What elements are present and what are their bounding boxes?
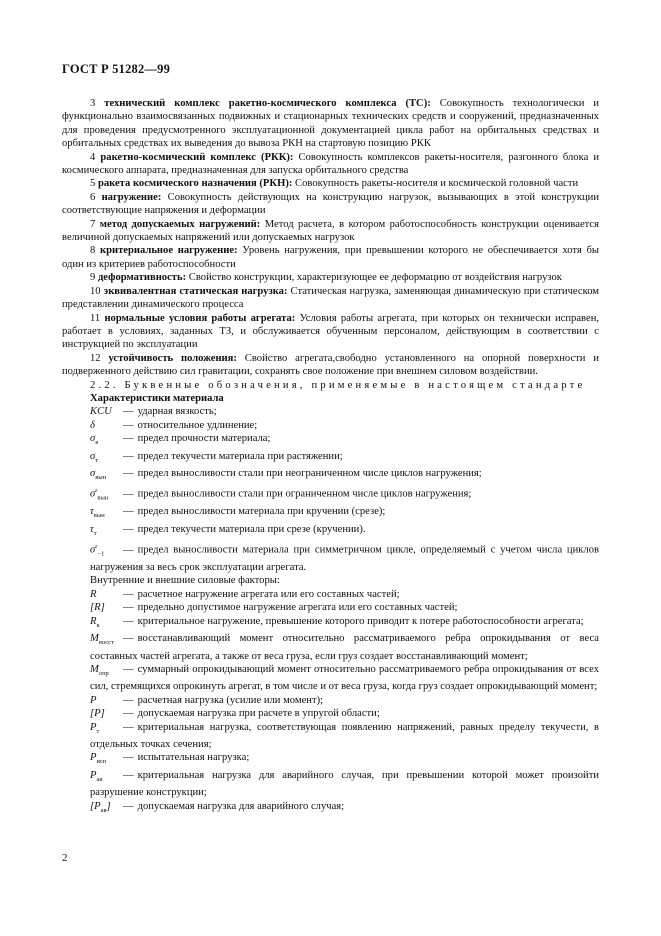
- symbol-definition: [62, 632, 599, 663]
- symbol-definition: [62, 663, 599, 694]
- term-definition: [62, 244, 599, 271]
- term-name: устойчивость положения:: [108, 352, 237, 364]
- force-symbols: [62, 588, 599, 817]
- definition-dash: —: [123, 488, 134, 500]
- symbol-description: допускаемая нагрузка для аварийного случая;: [137, 800, 345, 812]
- term-name: ракетно-космический комплекс (РКК):: [100, 151, 294, 163]
- symbol-definition: [62, 540, 599, 574]
- term-number: 5: [90, 178, 96, 190]
- symbol: [90, 751, 123, 768]
- symbol-letter: R: [90, 615, 97, 627]
- symbol-description: допускаемая нагрузка при расчете в упругой области;: [137, 708, 380, 720]
- symbol-letter: M: [90, 633, 99, 645]
- symbol: [90, 432, 123, 449]
- definition-dash: —: [123, 467, 134, 479]
- symbol-description: предел выносливости материала при кручении (срезе);: [137, 506, 386, 518]
- term-name: деформативность:: [97, 272, 187, 284]
- symbol-letter: [P]: [90, 708, 105, 720]
- term-name: нагружение:: [101, 191, 162, 203]
- symbol-definition: [62, 432, 599, 449]
- symbol-description: восстанавливающий момент относительно рассматриваемого ребра опрокидывания от веса составных частей агрегата, а также от веса груза, если груз создает восстанавливающий момент;: [90, 633, 599, 662]
- symbol-description: относительное удлинение;: [137, 419, 258, 431]
- symbol-subscript: восст: [98, 639, 114, 647]
- symbol: [90, 405, 123, 418]
- symbol-subscript: в: [95, 439, 99, 447]
- symbol-subscript: вын: [95, 473, 107, 481]
- definition-dash: —: [123, 433, 134, 445]
- definition-dash: —: [123, 588, 134, 600]
- definition-dash: —: [123, 708, 134, 720]
- symbol-superscript: r: [95, 487, 98, 495]
- symbol: [90, 769, 123, 786]
- term-number: 12: [90, 352, 101, 364]
- symbol-description: ударная вязкость;: [137, 406, 217, 418]
- term-number: 7: [90, 218, 96, 230]
- term-name: эквивалентная статическая нагрузка:: [103, 285, 288, 297]
- symbol: [90, 694, 123, 707]
- terms-list: [62, 97, 599, 379]
- term-definition: [62, 177, 599, 190]
- symbol-subscript: ав: [96, 775, 103, 783]
- symbol-letter: [R]: [90, 602, 105, 614]
- term-text: Свойство агрегата,свободно установленного на опорной поверхности и подверженного действию сил гравитации, сохранять свое положение при внешнем силовом воздействии.: [62, 352, 600, 378]
- term-definition: [62, 97, 599, 151]
- symbol-definition: [62, 588, 599, 601]
- symbol: [90, 721, 123, 738]
- term-text: Свойство конструкции, характеризующее ее деформацию от воздействия нагрузок: [188, 272, 562, 284]
- symbol: [90, 450, 123, 467]
- symbol-description: критериальное нагружение, превышение которого приводит к потере работоспособности агрегата;: [137, 615, 584, 627]
- symbol: [90, 601, 123, 614]
- symbol-description: предел выносливости материала при симметричном цикле, определяемый с учетом числа циклов нагружения за весь срок эксплуатации агрегата.: [90, 544, 599, 574]
- symbol: [90, 505, 123, 522]
- definition-dash: —: [123, 769, 134, 781]
- symbol-definition: [62, 505, 599, 522]
- symbol: [90, 588, 123, 601]
- symbol: [90, 615, 123, 632]
- forces-heading: Внутренние и внешние силовые факторы:: [90, 575, 280, 587]
- symbol-definition: [62, 419, 599, 432]
- section-intro: 2.2. Буквенные обозначения, применяемые в настоящем стандарте: [90, 379, 586, 391]
- definition-dash: —: [123, 544, 134, 556]
- symbol-definition: [62, 769, 599, 800]
- symbol-subscript: т: [95, 456, 99, 464]
- term-text: Статическая нагрузка, заменяющая динамическую при статическом представлении динамического процесса: [62, 285, 599, 311]
- symbol-description: предельно допустимое нагружение агрегата или его составных частей;: [137, 602, 458, 614]
- symbol-letter: P: [90, 769, 97, 781]
- symbol-subscript: вын: [97, 494, 109, 502]
- symbol-description: предел выносливости стали при ограниченном числе циклов нагружения;: [137, 488, 472, 500]
- term-definition: [62, 352, 599, 379]
- term-text: Уровень нагружения, при превышении которого не обеспечивается хотя бы один из критериев работоспособности: [62, 245, 599, 270]
- symbol-letter: σ: [90, 488, 96, 500]
- definition-dash: —: [123, 406, 134, 418]
- definition-dash: —: [123, 694, 134, 706]
- symbol: [90, 800, 123, 817]
- symbol-subscript: вын: [93, 512, 105, 520]
- term-text: Совокупность комплексов ракеты-носителя, разгонного блока и космического аппарата, предназначенная для запуска орбитального средства: [62, 151, 600, 177]
- symbol-definition: [62, 615, 599, 632]
- term-number: 4: [90, 151, 96, 163]
- symbol-definition: [62, 694, 599, 707]
- term-definition: [62, 312, 599, 352]
- symbol-letter: P: [90, 752, 97, 764]
- term-number: 10: [90, 285, 101, 297]
- definition-dash: —: [123, 633, 134, 645]
- definition-dash: —: [123, 602, 134, 614]
- symbol-subscript: −1: [97, 550, 105, 558]
- term-text: Метод расчета, в котором работоспособность конструкции оценивается величиной допускаемых напряжений или допускаемых нагрузок: [62, 218, 599, 244]
- symbol-definition: [62, 751, 599, 768]
- symbol-letter: P: [90, 721, 97, 733]
- term-name: ракета космического назначения (РКН):: [97, 178, 293, 190]
- definition-dash: —: [123, 752, 134, 764]
- term-number: 6: [90, 191, 96, 203]
- symbol-subscript: ав: [100, 806, 107, 814]
- symbol-superscript: r: [95, 543, 98, 551]
- definition-dash: —: [123, 615, 134, 627]
- term-definition: [62, 151, 599, 178]
- symbol-letter: M: [90, 663, 99, 675]
- definition-dash: —: [123, 450, 134, 462]
- symbol-letter: σ: [90, 433, 96, 445]
- symbol-description: расчетная нагрузка (усилие или момент);: [137, 694, 324, 706]
- symbol-description: предел прочности материала;: [137, 433, 271, 445]
- symbol-definition: [62, 800, 599, 817]
- symbol-definition: [62, 601, 599, 614]
- term-number: 9: [90, 272, 96, 284]
- document-body: [62, 97, 599, 817]
- definition-dash: —: [123, 663, 134, 675]
- definition-dash: —: [123, 506, 134, 518]
- symbol: [90, 419, 123, 432]
- term-number: 8: [90, 245, 96, 257]
- symbol-subscript: т: [96, 727, 100, 735]
- symbol-definition: [62, 484, 599, 505]
- symbol-description: критериальная нагрузка, соответствующая появлению напряжений, равных пределу текучести, в отдельных точках сечения;: [90, 721, 599, 750]
- symbol-description: суммарный опрокидывающий момент относительно рассматриваемого ребра опрокидывания от всех сил, стремящихся опрокинуть агрегат, в том числе и от веса груза, когда груз создает опрокидывающий момент;: [90, 663, 599, 693]
- page-number: 2: [62, 852, 68, 864]
- symbol-letter: δ: [90, 419, 95, 431]
- symbol-letter: τ: [90, 506, 94, 518]
- symbol-letter: R: [90, 588, 97, 600]
- definition-dash: —: [123, 800, 134, 812]
- symbol-letter: σ: [90, 450, 96, 462]
- symbol-letter: [P: [90, 800, 101, 812]
- symbol-letter: σ: [90, 544, 96, 556]
- symbol: [90, 523, 123, 540]
- symbol-definition: [62, 467, 599, 484]
- symbol-description: критериальная нагрузка для аварийного случая, при превышении которой может произойти разрушение конструкции;: [90, 769, 599, 799]
- term-definition: [62, 271, 599, 284]
- term-text: Совокупность ракеты-носителя и космической головной части: [295, 178, 579, 190]
- symbol-letter: P: [90, 694, 97, 706]
- symbol-letter: KCU: [90, 406, 112, 418]
- term-name: метод допускаемых нагружений:: [99, 218, 261, 230]
- term-text: Совокупность технологически и функционально взаимосвязанных подвижных и стационарных технических средств и сооружений, предназначенных для проведения предусмотренного эксплуатационной документацией цикла работ на орбитальных средствах и орбитальных средствах их выведения до вывоза РКН на стартовую позицию РКК: [62, 98, 599, 150]
- symbol-description: расчетное нагружение агрегата или его составных частей;: [137, 588, 400, 600]
- definition-dash: —: [123, 523, 134, 535]
- symbol-description: предел текучести материала при растяжении;: [137, 450, 343, 462]
- term-number: 3: [90, 98, 96, 109]
- term-name: технический комплекс ракетно-космического комплекса (ТС):: [104, 98, 431, 109]
- symbol-definition: [62, 450, 599, 467]
- symbol-description: испытательная нагрузка;: [137, 752, 250, 764]
- symbol: [90, 663, 123, 680]
- definition-dash: —: [123, 721, 134, 733]
- symbol-bracket: ]: [106, 800, 111, 812]
- symbol-definition: [62, 405, 599, 418]
- symbol-letter: τ: [90, 523, 94, 535]
- term-name: критериальное нагружение:: [100, 245, 238, 257]
- symbol-definition: [62, 707, 599, 720]
- symbol-subscript: т: [93, 529, 97, 537]
- definition-dash: —: [123, 419, 134, 431]
- term-name: нормальные условия работы агрегата:: [104, 312, 296, 324]
- symbol-definition: [62, 523, 599, 540]
- symbol-description: предел выносливости стали при неограниченном числе циклов нагружения;: [137, 467, 482, 479]
- standard-header: ГОСТ Р 51282—99: [62, 62, 171, 76]
- symbol-description: предел текучести материала при срезе (кручении).: [137, 523, 366, 535]
- term-definition: [62, 191, 599, 218]
- symbol: [90, 707, 123, 720]
- symbol-subscript: опр: [98, 669, 109, 677]
- symbol: [90, 632, 123, 649]
- symbol-letter: σ: [90, 467, 96, 479]
- symbol-definition: [62, 721, 599, 752]
- symbol: [90, 467, 123, 484]
- symbol: [90, 540, 123, 561]
- term-definition: [62, 218, 599, 245]
- symbol-subscript: к: [96, 621, 100, 629]
- material-symbols: [62, 405, 599, 574]
- symbol: [90, 484, 123, 505]
- symbol-subscript: исп: [96, 758, 107, 766]
- term-text: Условия работы агрегата, при которых он технически исправен, работает в условиях, заданных ТЗ, и обслуживается обученным персоналом, действующим в соответствии с инструкцией по эксплуатации: [62, 312, 600, 351]
- term-text: Совокупность действующих на конструкцию нагрузок, вызывающих в этой конструкции соответствующие напряжения и деформации: [62, 191, 599, 217]
- term-number: 11: [90, 312, 101, 324]
- material-heading: Характеристики материала: [90, 392, 224, 404]
- term-definition: [62, 285, 599, 312]
